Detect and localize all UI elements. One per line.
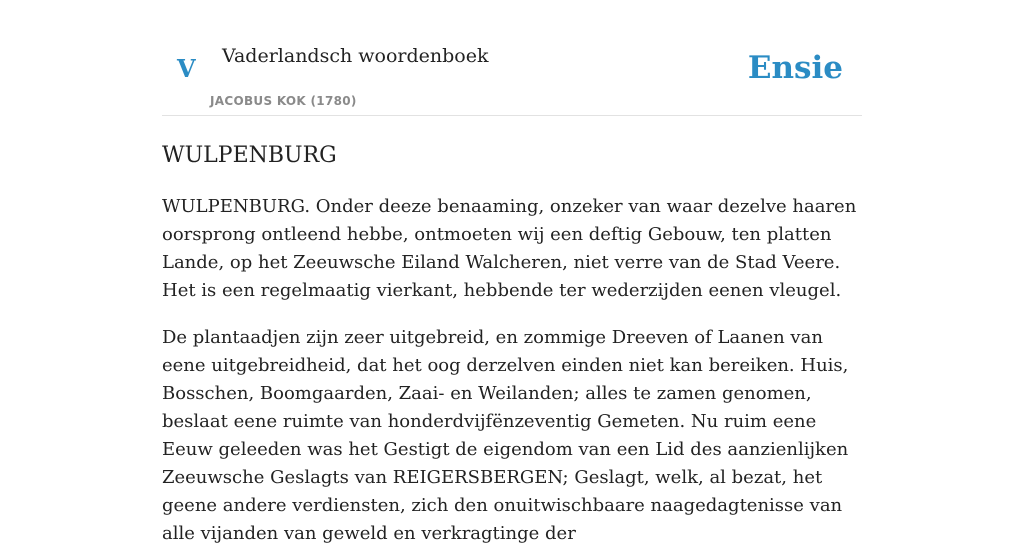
book-header	[162, 0, 862, 116]
page	[162, 0, 862, 548]
ensie-logo[interactable]: Ensie	[747, 50, 843, 86]
book-initial-icon[interactable]: V	[177, 54, 196, 83]
entry-paragraph: De plantaadjen zijn zeer uitgebreid, en zommige Dreeven of Laanen van eene uitgebreidheid, dat het oog derzelven einden niet kan bereiken. Huis, Bosschen, Boomgaarden, Zaai- en Weilanden; alles te zamen genomen, beslaat eene ruimte van honderdvijfënzeventig Gemeten. Nu ruim eene Eeuw geleeden was het Gestigt de eigendom van een Lid des aanzienlijken Zeeuwsche Geslagts van REIGERSBERGEN; Geslagt, welk, al bezat, het geene andere verdiensten, zich den onuitwischbaare naagedagtenisse van alle vijanden van geweld en verkragtinge der	[162, 327, 849, 544]
book-author: JACOBUS KOK (1780)	[210, 94, 357, 108]
entry-body	[162, 193, 862, 548]
entry-title: WULPENBURG	[162, 143, 337, 168]
book-title[interactable]: Vaderlandsch woordenboek	[222, 45, 489, 67]
entry-paragraph: WULPENBURG. Onder deeze benaaming, onzeker van waar dezelve haaren oorsprong ontleend hebbe, ontmoeten wij een deftig Gebouw, ten platten Lande, op het Zeeuwsche Eiland Walcheren, niet verre van de Stad Veere. Het is een regelmaatig vierkant, hebbende ter wederzijden eenen vleugel.	[162, 196, 857, 301]
